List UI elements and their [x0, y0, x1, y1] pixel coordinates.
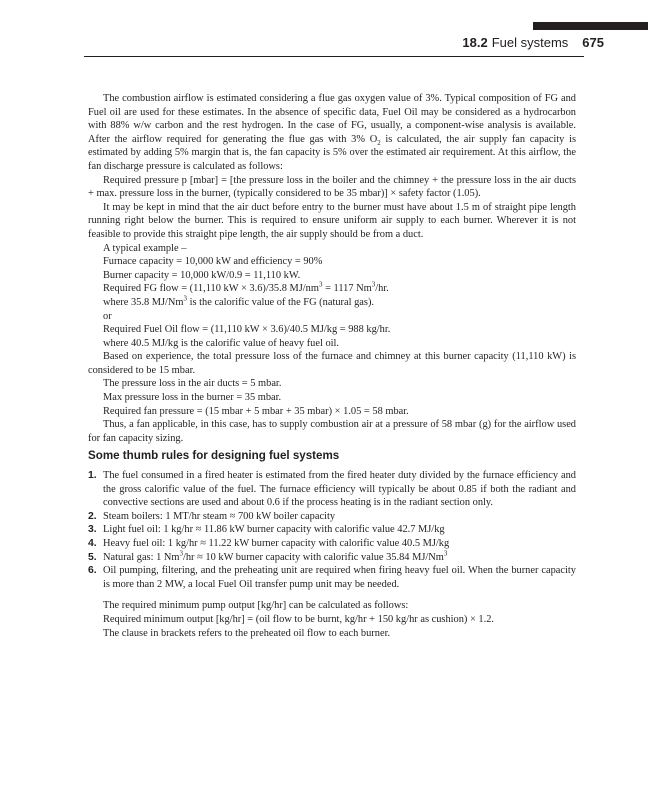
example-fuel-oil-flow: Required Fuel Oil flow = (11,110 kW × 3.6)/40.5 MJ/kg = 988 kg/hr. — [103, 324, 391, 336]
example-or: or — [103, 310, 112, 322]
page-body — [88, 92, 576, 640]
list-item: 3. Light fuel oil: 1 kg/hr ≈ 11.86 kW burner capacity with calorific value 42.7 MJ/kg — [88, 524, 445, 536]
example-fuel-oil-calorific: where 40.5 MJ/kg is the calorific value of heavy fuel oil. — [103, 337, 340, 349]
example-furnace-capacity: Furnace capacity = 10,000 kW and efficiency = 90% — [103, 256, 323, 268]
closing-min-output-formula: Required minimum output [kg/hr] = (oil flow to be burnt, kg/hr + 150 kg/hr as cushion) × 1.2. — [103, 613, 495, 625]
closing-pump-output: The required minimum pump output [kg/hr] can be calculated as follows: — [103, 600, 409, 612]
list-item: 6. Oil pumping, filtering, and the preheating unit are required when firing heavy fuel oil. When the burner capacity is more than 2 MW, a local Fuel Oil transfer pump unit may be needed. — [88, 565, 576, 590]
paragraph-pressure-loss: Based on experience, the total pressure loss of the furnace and chimney at this burner capacity (11,110 kW) is considered to be 15 mbar. — [88, 351, 576, 376]
example-fan-pressure: Required fan pressure = (15 mbar + 5 mbar + 35 mbar) × 1.05 = 58 mbar. — [103, 405, 409, 417]
list-item: 5. Natural gas: 1 $Nm^3/hr \approx 10$ kW burner capacity with calorific value 35.84 MJ/Nm$^3$ — [88, 549, 448, 563]
list-item: 4. Heavy fuel oil: 1 kg/hr ≈ 11.22 kW burner capacity with calorific value 40.5 MJ/kg — [88, 538, 450, 549]
running-header — [462, 35, 604, 50]
header-rule — [84, 56, 584, 57]
paragraph-required-pressure: Required pressure p [mbar] = [the pressure loss in the boiler and the chimney + the pressure loss in the air ducts + max. pressure loss in the burner, (typically considered to be 35 mbar)] × safety factor (1.05). — [88, 174, 576, 200]
header-bar-decoration — [533, 22, 648, 30]
list-item: 2. Steam boilers: 1 MT/hr steam ≈ 700 kW boiler capacity — [88, 510, 336, 522]
section-number: 18.2 — [462, 35, 488, 50]
page-number: 675 — [582, 35, 604, 50]
section-heading: Some thumb rules for designing fuel systems — [88, 449, 340, 463]
section-title: Fuel systems — [491, 35, 569, 50]
example-fg-calorific: where 35.8 MJ/Nm$^3$ is the calorific value of the FG (natural gas). — [103, 294, 374, 308]
example-duct-loss: The pressure loss in the air ducts = 5 mbar. — [103, 378, 282, 390]
example-burner-capacity: Burner capacity = 10,000 kW/0.9 = 11,110 kW. — [103, 269, 301, 281]
spacer — [88, 591, 576, 599]
paragraph-fan-conclusion: Thus, a fan applicable, in this case, has to supply combustion air at a pressure of 58 mbar (g) for the airflow used for fan capacity sizing. — [88, 419, 576, 444]
paragraph-airflow: The combustion airflow is estimated considering a flue gas oxygen value of 3%. Typical composition of FG and Fuel oil are used for these estimates. In the absence of specific data, Fuel Oil may be considered as a hydrocarbon with 88% w/w carbon and the rest hydrogen. In the case of FG, usually, a component-wise analysis is available. After the airflow required for generating the flue gas with 3% $O_2$ is calculated, the air supply fan capacity is estimated by adding 5% margin that is, the fan capacity is 5% over the estimated air requirement. At this airflow, the fan discharge pressure is calculated as follows: — [88, 93, 576, 172]
paragraph-air-duct: It may be kept in mind that the air duct before entry to the burner must have about 1.5 m of straight pipe length running right below the burner. This is required to ensure uniform air supply to each burner. Wherever it is not feasible to provide this straight pipe length, the air supply should be from a duct. — [88, 201, 576, 240]
example-heading: A typical example – — [103, 242, 187, 254]
closing-clause-note: The clause in brackets refers to the preheated oil flow to each burner. — [103, 627, 391, 639]
list-item: 1. The fuel consumed in a fired heater is estimated from the fired heater duty divided by the furnace efficiency and the gross calorific value of the fuel. The furnace efficiency will typically be about 0.85 if both the radiant and convective sections are used and about 0.6 if the process heating is in the radiant section only. — [88, 470, 576, 509]
example-fg-flow: Required FG flow = (11,110 kW × 3.6)/35.8 $MJ/nm^3 = 1117$ Nm$^3$/hr. — [103, 280, 389, 295]
example-burner-loss: Max pressure loss in the burner = 35 mbar. — [103, 392, 282, 404]
